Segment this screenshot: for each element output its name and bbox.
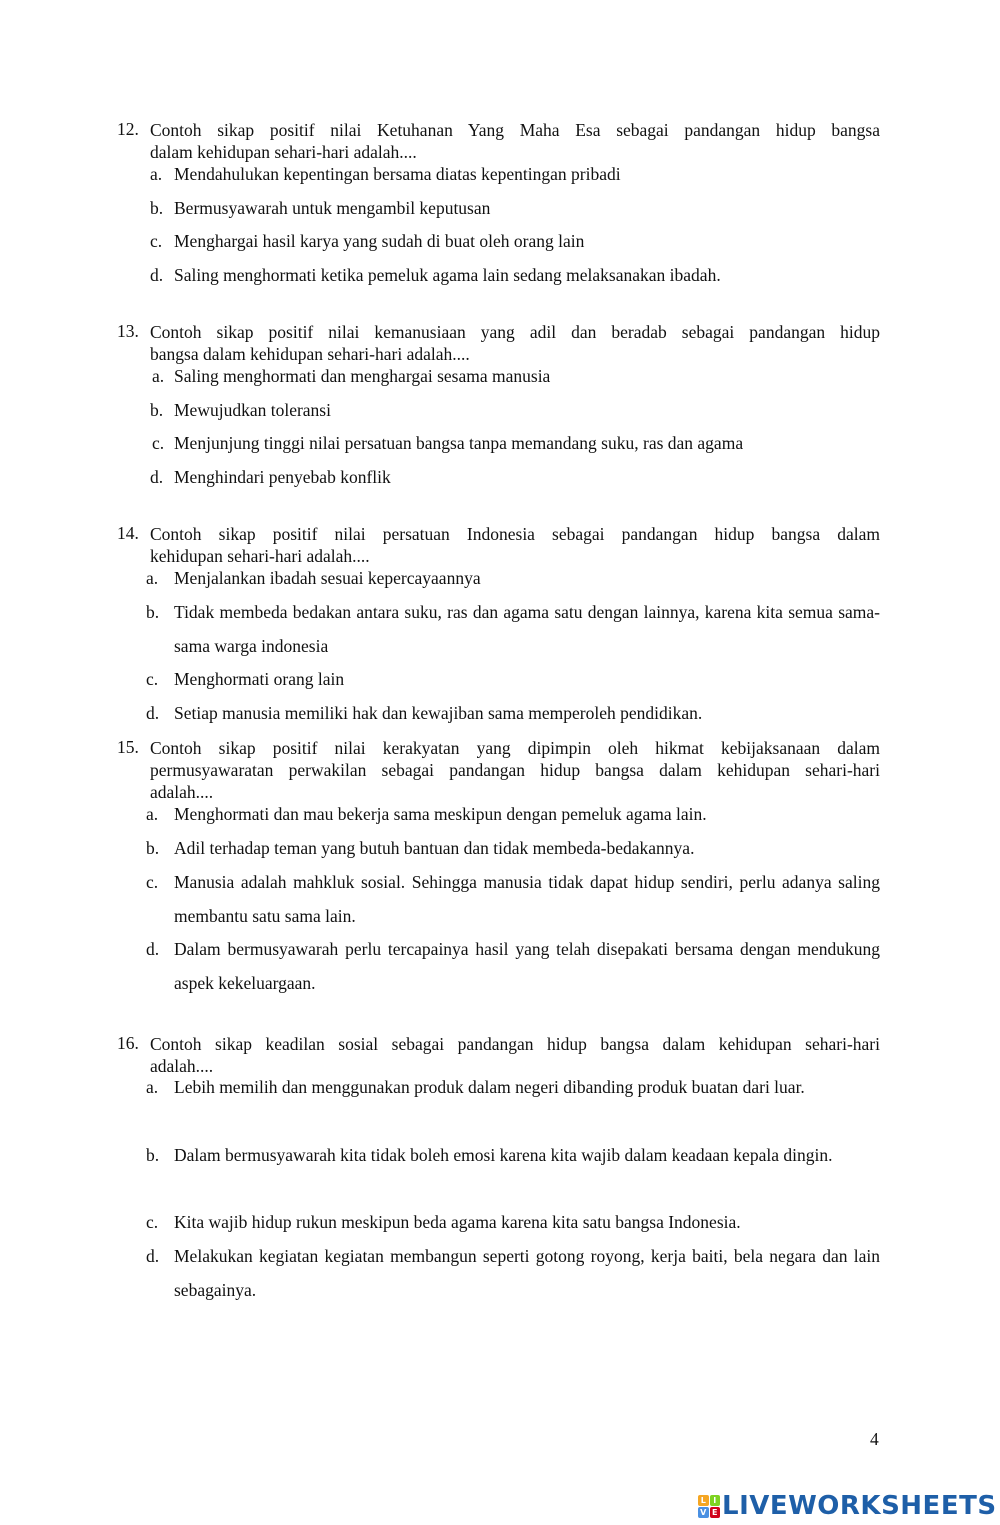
question-stem-line: dalam kehidupan sehari-hari adalah....	[150, 142, 417, 162]
option-text: Menghormati dan mau bekerja sama meskipun dengan pemeluk agama lain.	[174, 804, 707, 824]
question-stem-line: adalah....	[150, 782, 214, 802]
option-text: Menghindari penyebab konflik	[174, 467, 391, 487]
option-text: Melakukan kegiatan kegiatan membangun seperti gotong royong, kerja baiti, bela negara dan lain sebagainya.	[174, 1246, 880, 1300]
question-stem-line: Contoh sikap keadilan sosial sebagai pandangan hidup bangsa dalam kehidupan sehari-hari	[150, 1034, 880, 1054]
question-number: 14.	[117, 523, 139, 543]
option-text: Mewujudkan toleransi	[174, 400, 331, 420]
question-stem-line: Contoh sikap positif nilai kerakyatan yang dipimpin oleh hikmat kebijaksanaan dalam	[150, 738, 880, 758]
option-text: Saling menghormati ketika pemeluk agama lain sedang melaksanakan ibadah.	[174, 265, 721, 285]
option-text: Menghargai hasil karya yang sudah di buat oleh orang lain	[174, 231, 585, 251]
option-letter: b.	[150, 400, 164, 420]
question-number: 16.	[117, 1033, 139, 1053]
question-stem-line: adalah....	[150, 1056, 214, 1076]
option-text: Dalam bermusyawarah perlu tercapainya hasil yang telah disepakati bersama dengan mendukung aspek kekeluargaan.	[174, 939, 880, 993]
option-letter: d.	[146, 1246, 160, 1266]
liveworksheets-wordmark: LIVEWORKSHEETS	[722, 1491, 997, 1521]
option-text: Menghormati orang lain	[174, 669, 345, 689]
option-text: Menjunjung tinggi nilai persatuan bangsa tanpa memandang suku, ras dan agama	[174, 433, 744, 453]
option-text: Saling menghormati dan menghargai sesama manusia	[174, 366, 551, 386]
option-letter: b.	[150, 198, 164, 218]
option-text: Adil terhadap teman yang butuh bantuan dan tidak membeda-bedakannya.	[174, 838, 695, 858]
page-number: 4	[870, 1429, 879, 1449]
question-stem	[150, 737, 880, 803]
option-text: Setiap manusia memiliki hak dan kewajiban sama memperoleh pendidikan.	[174, 703, 703, 723]
option-text: Dalam bermusyawarah kita tidak boleh emosi karena kita wajib dalam keadaan kepala dingin.	[174, 1145, 833, 1165]
option-text: Mendahulukan kepentingan bersama diatas kepentingan pribadi	[174, 164, 621, 184]
option-letter: c.	[152, 433, 165, 453]
logo-tile: V	[698, 1507, 709, 1518]
question-number: 12.	[117, 119, 139, 139]
option-letter: a.	[146, 568, 159, 588]
option-letter: c.	[150, 231, 163, 251]
question-stem-line: Contoh sikap positif nilai kemanusiaan yang adil dan beradab sebagai pandangan hidup	[150, 322, 880, 342]
option-letter: d.	[146, 703, 160, 723]
question-stem-line: Contoh sikap positif nilai persatuan Indonesia sebagai pandangan hidup bangsa dalam	[150, 524, 880, 544]
option-letter: b.	[146, 602, 160, 622]
logo-tile: E	[710, 1507, 721, 1518]
question-number: 13.	[117, 321, 139, 341]
option-letter: c.	[146, 872, 159, 892]
option-letter: d.	[150, 467, 164, 487]
logo-tile: I	[710, 1495, 721, 1506]
option-letter: c.	[146, 1212, 159, 1232]
option-letter: c.	[146, 669, 159, 689]
option-letter: b.	[146, 1145, 160, 1165]
option-text: Kita wajib hidup rukun meskipun beda agama karena kita satu bangsa Indonesia.	[174, 1212, 741, 1232]
option-text: Menjalankan ibadah sesuai kepercayaannya	[174, 568, 481, 588]
option-letter: b.	[146, 838, 160, 858]
option-letter: a.	[150, 164, 163, 184]
question-stem-line: permusyawaratan perwakilan sebagai pandangan hidup bangsa dalam kehidupan sehari-hari	[150, 760, 880, 780]
option-letter: d.	[150, 265, 164, 285]
logo-tile: L	[698, 1495, 709, 1506]
option-letter: a.	[146, 804, 159, 824]
option-text: Bermusyawarah untuk mengambil keputusan	[174, 198, 491, 218]
option-letter: a.	[152, 366, 165, 386]
question-stem-line: kehidupan sehari-hari adalah....	[150, 546, 370, 566]
option-text: Tidak membeda bedakan antara suku, ras dan agama satu dengan lainnya, karena kita semua sama-sama warga indonesia	[174, 602, 880, 656]
question-number: 15.	[117, 737, 139, 757]
option-text: Manusia adalah mahkluk sosial. Sehingga manusia tidak dapat hidup sendiri, perlu adanya saling membantu satu sama lain.	[174, 872, 880, 926]
liveworksheets-logo-icon	[698, 1495, 720, 1517]
option-letter: a.	[146, 1077, 159, 1097]
question-stem-line: Contoh sikap positif nilai Ketuhanan Yang Maha Esa sebagai pandangan hidup bangsa	[150, 120, 880, 140]
question-stem-line: bangsa dalam kehidupan sehari-hari adalah....	[150, 344, 470, 364]
option-text: Lebih memilih dan menggunakan produk dalam negeri dibanding produk buatan dari luar.	[174, 1077, 805, 1097]
option-letter: d.	[146, 939, 160, 959]
liveworksheets-watermark[interactable]	[698, 1491, 997, 1521]
